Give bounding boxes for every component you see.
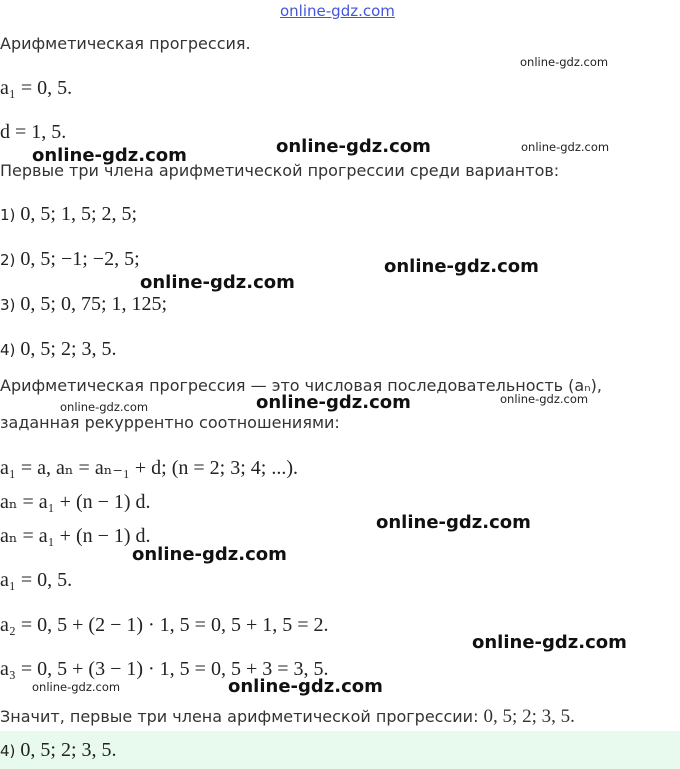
- option-number: 1): [0, 206, 16, 224]
- answer-number: 4): [0, 742, 16, 760]
- calc-a1: a₁ = 0, 5.: [0, 569, 73, 591]
- calc-a3: a₃ = 0, 5 + (3 − 1) · 1, 5 = 0, 5 + 3 = 3, 5.: [0, 658, 329, 680]
- watermark: online-gdz.com: [384, 256, 539, 277]
- answer-text: 0, 5; 2; 3, 5.: [20, 739, 117, 761]
- watermark: online-gdz.com: [256, 392, 411, 413]
- watermark: online-gdz.com: [60, 400, 149, 414]
- formula-general: aₙ = a₁ + (n − 1) d.: [0, 525, 151, 547]
- watermark: online-gdz.com: [140, 272, 295, 293]
- watermark: online-gdz.com: [32, 680, 121, 694]
- watermark: online-gdz.com: [520, 55, 609, 69]
- watermark: online-gdz.com: [228, 676, 383, 697]
- option-number: 2): [0, 251, 16, 269]
- conclusion-text: Значит, первые три члена арифметической прогрессии:: [0, 707, 479, 726]
- definition-line-1: Арифметическая прогрессия — это числовая последовательность (aₙ),: [0, 376, 602, 395]
- question-text: Первые три члена арифметической прогрессии среди вариантов:: [0, 161, 560, 180]
- formula-recurrent: a₁ = a, aₙ = aₙ₋₁ + d; (n = 2; 3; 4; ...).: [0, 457, 298, 479]
- answer: [0, 739, 117, 762]
- option-text: 0, 5; 1, 5; 2, 5;: [20, 203, 138, 225]
- watermark: online-gdz.com: [521, 140, 610, 154]
- heading: Арифметическая прогрессия.: [0, 34, 251, 53]
- calc-a2: a₂ = 0, 5 + (2 − 1) · 1, 5 = 0, 5 + 1, 5 = 2.: [0, 614, 329, 636]
- watermark: online-gdz.com: [32, 145, 187, 166]
- option-number: 3): [0, 296, 16, 314]
- option-1: [0, 203, 137, 226]
- option-2: [0, 248, 140, 271]
- given-d: d = 1, 5.: [0, 121, 67, 143]
- option-text: 0, 5; 2; 3, 5.: [20, 338, 117, 360]
- watermark-top: online-gdz.com: [280, 2, 395, 20]
- watermark: online-gdz.com: [500, 392, 589, 406]
- definition-line-2: заданная рекуррентно соотношениями:: [0, 413, 340, 432]
- option-4: [0, 338, 117, 361]
- option-3: [0, 293, 167, 316]
- option-text: 0, 5; 0, 75; 1, 125;: [20, 293, 168, 315]
- conclusion-values: 0, 5; 2; 3, 5.: [483, 706, 575, 727]
- watermark: online-gdz.com: [132, 544, 287, 565]
- watermark: online-gdz.com: [376, 512, 531, 533]
- conclusion: [0, 706, 575, 728]
- option-text: 0, 5; −1; −2, 5;: [20, 248, 140, 270]
- watermark: online-gdz.com: [276, 136, 431, 157]
- formula-general: aₙ = a₁ + (n − 1) d.: [0, 491, 151, 513]
- option-number: 4): [0, 341, 16, 359]
- given-a1: a₁ = 0, 5.: [0, 77, 73, 99]
- watermark: online-gdz.com: [472, 632, 627, 653]
